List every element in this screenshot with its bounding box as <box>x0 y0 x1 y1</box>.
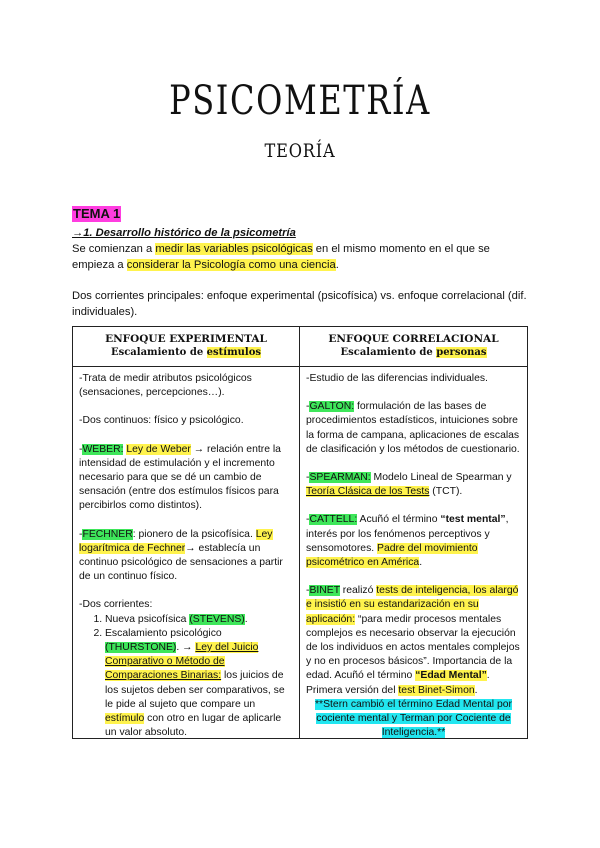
test-mental-term: “test mental” <box>440 514 506 526</box>
list-item <box>105 613 293 627</box>
experimental-column <box>73 327 300 738</box>
weber-paragraph <box>79 443 293 514</box>
spearman-name: SPEARMAN: <box>309 472 371 484</box>
galton-paragraph <box>306 400 521 457</box>
cattell-dash: - <box>306 514 310 526</box>
binet-text-1: realizó <box>339 585 377 597</box>
weber-name: WEBER: <box>82 443 124 455</box>
item2-text: Escalamiento psicológico <box>105 627 222 639</box>
fechner-paragraph <box>79 528 293 585</box>
item2-arrow: . → <box>176 642 196 654</box>
item2-text-2: los juicios de los sujetos deben ser comparativos, se le pide al sujeto que compare un <box>105 670 285 710</box>
binet-text-3: . Primera versión del <box>306 670 490 696</box>
estimulo-highlight: estímulo <box>105 713 145 725</box>
fechner-law: Ley logarítmica de Fechner <box>79 528 273 554</box>
spearman-text: Modelo Lineal de Spearman y <box>370 472 512 484</box>
edad-mental-term: “Edad Mental” <box>415 670 487 682</box>
weber-dash: - <box>79 443 83 455</box>
correlational-subtitle-prefix: Escalamiento de <box>340 347 437 358</box>
corrientes-label: -Dos corrientes: <box>79 599 153 611</box>
page-title: PSICOMETRÍA <box>169 78 431 124</box>
spearman-end: (TCT). <box>429 486 463 498</box>
section-heading-text: →1. Desarrollo histórico de la psicometría <box>72 226 296 239</box>
galton-text: formulación de las bases de procedimientos estadísticos, intuiciones sobre la forma de campana, aplicaciones de escalas de clasificación y los métodos de cuestionario. <box>306 401 520 455</box>
fechner-name: FECHNER <box>82 528 133 540</box>
experimental-body <box>73 367 299 740</box>
cattell-paragraph <box>306 513 521 570</box>
experimental-continuos: -Dos continuos: físico y psicológico. <box>79 415 244 427</box>
currents-paragraph: Dos corrientes principales: enfoque experimental (psicofísica) vs. enfoque correlacional (dif. individuales). <box>72 290 527 318</box>
intro-text-1: Se comienzan a <box>72 243 156 255</box>
fechner-text-1: : pionero de la psicofísica. <box>132 528 256 540</box>
thurstone-law: Ley del Juicio Comparativo o Método de Comparaciones Binarias: <box>105 642 259 682</box>
spearman-dash: - <box>306 472 310 484</box>
correlational-subtitle-highlight: personas <box>436 347 487 358</box>
corrientes-list <box>79 613 293 741</box>
cattell-text-1: Acuñó el término <box>357 514 441 526</box>
fechner-dash: - <box>79 528 83 540</box>
correlational-header <box>300 327 527 367</box>
intro-paragraph <box>72 242 532 273</box>
intro-highlight-1: medir las variables psicológicas <box>155 243 313 255</box>
binet-highlight: tests de inteligencia, los alargó e insistió en su estandarización en su aplicación: <box>306 585 519 625</box>
experimental-subtitle <box>73 346 299 360</box>
experimental-subtitle-highlight: estímulos <box>206 347 262 358</box>
binet-paragraph <box>306 584 521 698</box>
binet-simon-highlight: test Binet-Simon <box>398 684 475 696</box>
fechner-text-2: → establecía un continuo psicológico de sensaciones a partir de un continuo físico. <box>79 542 283 583</box>
content <box>72 206 532 320</box>
cattell-end: . <box>419 557 423 569</box>
cattell-name: CATTELL: <box>309 514 358 526</box>
weber-law: Ley de Weber <box>126 443 191 455</box>
binet-name: BINET <box>309 585 340 597</box>
correlational-subtitle <box>300 346 527 360</box>
cattell-text-2: , interés por los fenómenos perceptivos y sensomotores. <box>306 514 509 554</box>
stern-note-text: **Stern cambió el término Edad Mental por cociente mental y Terman por Cociente de Inteligencia.** <box>315 698 512 739</box>
intro-text-3: . <box>335 258 339 271</box>
correlational-column <box>300 327 527 738</box>
intro-text-2: en el mismo momento en el que se empieza a <box>72 243 490 271</box>
correlational-title: ENFOQUE CORRELACIONAL <box>328 333 499 345</box>
thurstone-highlight: (THURSTONE) <box>105 642 177 654</box>
item1-end: . <box>244 613 248 625</box>
weber-text: → relación entre la intensidad de estimulación y el incremento necesario para que se dé un cambio de sensación (entre dos estímulos físicos para percibirlos como distintos). <box>79 443 281 512</box>
galton-name: GALTON: <box>309 401 355 413</box>
item2-text-3: con otro en lugar de aplicarle un valor absoluto. <box>105 713 282 739</box>
stevens-highlight: (STEVENS) <box>189 613 245 625</box>
item1-text: Nueva psicofísica <box>105 613 190 625</box>
intro-highlight-2: considerar la Psicología como una ciencia <box>126 258 336 271</box>
section-heading <box>72 226 532 242</box>
correlational-intro: -Estudio de las diferencias individuales. <box>306 373 488 384</box>
spearman-paragraph <box>306 471 521 499</box>
tct-highlight: Teoría Clásica de los Tests <box>306 486 430 498</box>
page-subtitle: TEORÍA <box>264 140 336 162</box>
list-item <box>105 627 293 741</box>
comparison-table <box>72 326 528 739</box>
galton-dash: - <box>306 401 310 413</box>
correlational-body <box>300 367 527 740</box>
tema-label: TEMA 1 <box>73 206 121 221</box>
stern-note <box>306 698 521 741</box>
experimental-header <box>73 327 299 367</box>
binet-text-2: “para medir procesos mentales complejos es necesario observar la ejecución de los individuos en actos mentales complejos y no en procesos básicos”. Importancia de la edad. Acuñó el término <box>306 613 520 682</box>
cattell-highlight: Padre del movimiento psicométrico en América <box>306 542 478 569</box>
binet-end: . <box>474 684 478 696</box>
experimental-intro: -Trata de medir atributos psicológicos (sensaciones, percepciones…). <box>79 373 252 399</box>
experimental-subtitle-prefix: Escalamiento de <box>110 347 207 358</box>
binet-dash: - <box>306 585 310 597</box>
experimental-title: ENFOQUE EXPERIMENTAL <box>105 333 267 345</box>
